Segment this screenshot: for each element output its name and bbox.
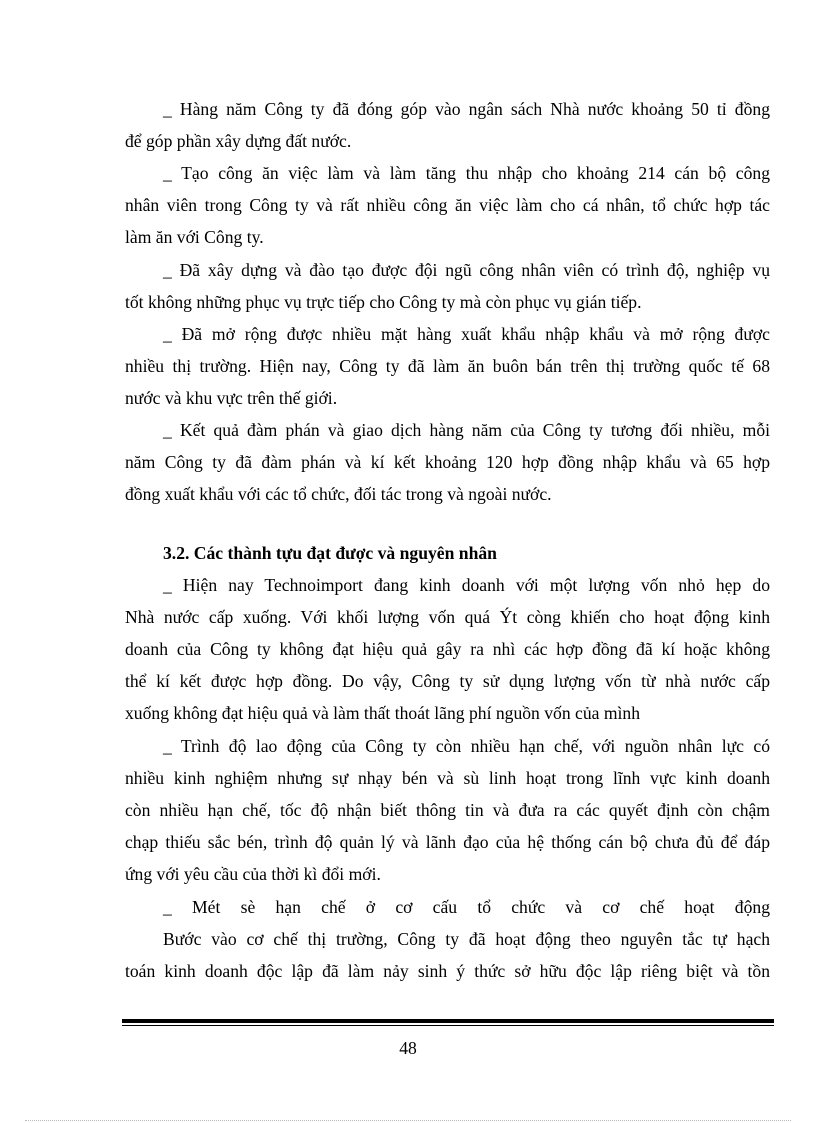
paragraph-line: _ Kết quả đàm phán và giao dịch hàng năm của Công ty tương đối nhiều, mỗi (163, 420, 770, 440)
paragraph-line: còn nhiều hạn chế, tốc độ nhận biết thông tin và đưa ra các quyết định còn chậm (125, 800, 770, 820)
paragraph-line: thể kí kết được hợp đồng. Do vậy, Công ty sử dụng lượng vốn từ nhà nước cấp (125, 671, 770, 691)
paragraph-line: Bước vào cơ chế thị trường, Công ty đã hoạt động theo nguyên tắc tự hạch (163, 929, 770, 949)
paragraph-line: nhiều thị trường. Hiện nay, Công ty đã làm ăn buôn bán trên thị trường quốc tế 68 (125, 356, 770, 376)
footer-rule-thick (122, 1019, 774, 1023)
paragraph-line: tốt không những phục vụ trực tiếp cho Công ty mà còn phục vụ gián tiếp. (125, 292, 642, 312)
paragraph-line: làm ăn với Công ty. (125, 227, 264, 247)
footer-rule-thin (122, 1025, 774, 1026)
paragraph-line: để góp phần xây dựng đất nước. (125, 131, 352, 151)
paragraph-line: nước và khu vực trên thế giới. (125, 388, 338, 408)
paragraph-line: toán kinh doanh độc lập đã làm nảy sinh ý thức sở hữu độc lập riêng biệt và tồn (125, 961, 770, 981)
paragraph-line: _ Tạo công ăn việc làm và làm tăng thu nhập cho khoảng 214 cán bộ công (163, 163, 770, 183)
paragraph-line: _ Mét sè hạn chế ở cơ cấu tổ chức và cơ chế hoạt động (163, 897, 770, 917)
paragraph-line: nhân viên trong Công ty và rất nhiều công ăn việc làm cho cá nhân, tổ chức hợp tác (125, 195, 770, 215)
page-number: 48 (399, 1038, 417, 1058)
paragraph-line: chạp thiếu sắc bén, trình độ quản lý và lãnh đạo của hệ thống cán bộ chưa đủ để đáp (125, 832, 770, 852)
paragraph-line: đồng xuất khẩu với các tổ chức, đối tác trong và ngoài nước. (125, 484, 552, 504)
paragraph-line: doanh của Công ty không đạt hiệu quả gây ra nhì các hợp đồng đã kí hoặc không (125, 639, 770, 659)
paragraph-line: Nhà nước cấp xuống. Với khối lượng vốn quá Ýt còng khiến cho hoạt động kinh (125, 607, 770, 627)
paragraph-line: _ Hiện nay Technoimport đang kinh doanh với một lượng vốn nhỏ hẹp do (163, 575, 770, 595)
paragraph-line: ứng với yêu cầu của thời kì đổi mới. (125, 864, 381, 884)
page-edge-divider (25, 1120, 791, 1121)
paragraph-line: _ Đã mở rộng được nhiều mặt hàng xuất khẩu nhập khẩu và mở rộng được (163, 324, 770, 344)
paragraph-line: _ Trình độ lao động của Công ty còn nhiều hạn chế, với nguồn nhân lực có (163, 736, 770, 756)
paragraph-line: năm Công ty đã đàm phán và kí kết khoảng 120 hợp đồng nhập khẩu và 65 hợp (125, 452, 770, 472)
paragraph-line: _ Đã xây dựng và đào tạo được đội ngũ công nhân viên có trình độ, nghiệp vụ (163, 260, 770, 280)
paragraph-line: xuống không đạt hiệu quả và làm thất thoát lãng phí nguồn vốn của mình (125, 703, 641, 723)
section-heading: 3.2. Các thành tựu đạt được và nguyên nhân (163, 543, 497, 563)
paragraph-line: _ Hàng năm Công ty đã đóng góp vào ngân sách Nhà nước khoảng 50 tỉ đồng (163, 99, 770, 119)
paragraph-line: nhiều kinh nghiệm nhưng sự nhạy bén và sù linh hoạt trong lĩnh vực kinh doanh (125, 768, 770, 788)
